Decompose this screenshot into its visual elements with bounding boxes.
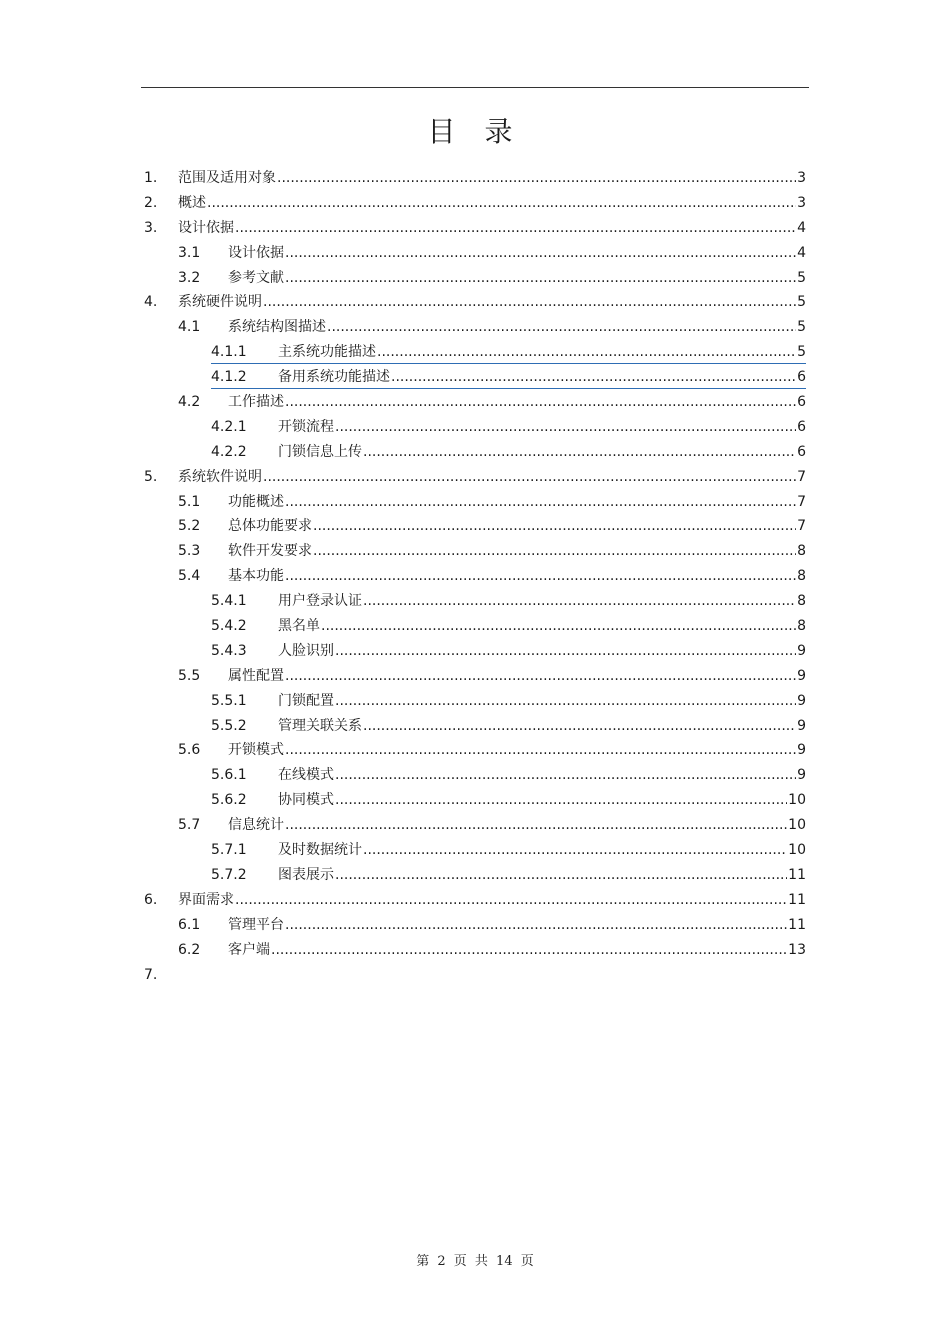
toc-entry-line[interactable]: [278, 614, 806, 639]
toc-entry-line[interactable]: [278, 689, 806, 714]
toc-entry-line[interactable]: [228, 938, 806, 963]
toc-entry-line[interactable]: [228, 266, 806, 291]
dot-leader: [377, 340, 796, 365]
toc-entry[interactable]: [0, 888, 950, 913]
toc-entry-page: 5: [797, 319, 806, 336]
toc-entry-page: 8: [797, 618, 806, 635]
toc-entry-page: 13: [788, 941, 806, 958]
toc-entry-page: 7: [797, 518, 806, 535]
toc-entry-number: 4.1: [178, 319, 201, 336]
toc-entry-page: 5: [797, 344, 806, 361]
toc-entry-line[interactable]: [228, 241, 806, 266]
toc-entry-number: 5.7: [178, 817, 201, 834]
toc-entry-number: 5.6: [178, 742, 201, 759]
page-title: 目 录: [427, 115, 523, 148]
toc-entry-number: 5.6.1: [211, 767, 247, 784]
toc-entry-title: 参考文献: [228, 269, 284, 286]
toc-entry[interactable]: [0, 738, 950, 763]
toc-entry-title: 工作描述: [228, 394, 284, 411]
toc-entry[interactable]: [0, 241, 950, 266]
toc-entry[interactable]: [0, 390, 950, 415]
toc-entry-page: 9: [797, 667, 806, 684]
toc-entry-title: 备用系统功能描述: [278, 369, 390, 386]
dot-leader: [363, 440, 796, 465]
toc-entry-line[interactable]: [278, 440, 806, 465]
toc-entry-title: 开锁流程: [278, 418, 334, 435]
toc-entry-title: 人脸识别: [278, 642, 334, 659]
toc-entry-number: 5.2: [178, 518, 201, 535]
toc-entry-line[interactable]: [178, 290, 806, 315]
toc-entry-number: 3.2: [178, 269, 201, 286]
toc-entry[interactable]: [0, 838, 950, 863]
dot-leader: [263, 290, 796, 315]
toc-entry[interactable]: [0, 863, 950, 888]
toc-entry-line[interactable]: [178, 465, 806, 490]
toc-entry-page: 9: [797, 642, 806, 659]
dot-leader: [235, 216, 796, 241]
dot-leader: [335, 689, 796, 714]
toc-entry-line[interactable]: [228, 490, 806, 515]
toc-entry-line[interactable]: [178, 888, 806, 913]
toc-entry-title: 开锁模式: [228, 742, 284, 759]
toc-entry-line[interactable]: [228, 813, 806, 838]
dot-leader: [285, 664, 796, 689]
toc-entry-page: 5: [797, 269, 806, 286]
dot-leader: [363, 714, 796, 739]
toc-entry[interactable]: [0, 415, 950, 440]
toc-entry-title: 属性配置: [228, 667, 284, 684]
toc-entry[interactable]: [0, 813, 950, 838]
dot-leader: [285, 813, 787, 838]
toc-entry[interactable]: [0, 614, 950, 639]
toc-entry-title: 信息统计: [228, 817, 284, 834]
dot-leader: [335, 415, 796, 440]
toc-entry-page: 6: [797, 443, 806, 460]
toc-entry-title: 客户端: [228, 941, 270, 958]
toc-entry-page: 6: [797, 418, 806, 435]
toc-entry-page: 8: [797, 593, 806, 610]
toc-entry-number: 3.1: [178, 244, 201, 261]
toc-entry-line[interactable]: [278, 639, 806, 664]
toc-entry-title: 界面需求: [178, 891, 234, 908]
toc-entry-title: 概述: [178, 194, 206, 211]
toc-entry-page: 4: [797, 219, 806, 236]
toc-entry-title: 管理平台: [228, 916, 284, 933]
toc-entry-page: 9: [797, 692, 806, 709]
toc-entry-line[interactable]: [178, 166, 806, 191]
toc-entry-line[interactable]: [228, 664, 806, 689]
dot-leader: [285, 241, 796, 266]
toc-entry-title: 门锁信息上传: [278, 443, 362, 460]
toc-entry-line[interactable]: [278, 340, 806, 364]
toc-entry-number: 1.: [144, 170, 158, 186]
toc-entry-title: 系统硬件说明: [178, 294, 262, 311]
toc-entry-number: 4.2.2: [211, 443, 247, 460]
dot-leader: [285, 490, 796, 515]
dot-leader: [313, 539, 796, 564]
toc-entry-number: 5.5: [178, 667, 201, 684]
toc-entry-title: 系统结构图描述: [228, 319, 326, 336]
toc-entry-page: 3: [797, 170, 806, 186]
toc-entry-number: 5.1: [178, 493, 201, 510]
toc-entry[interactable]: [0, 315, 950, 340]
dot-leader: [391, 365, 796, 390]
toc-entry-number: 5.5.1: [211, 692, 247, 709]
toc-entry-page: 11: [788, 866, 806, 883]
dot-leader: [363, 838, 787, 863]
toc-entry-number: 4.1.2: [211, 365, 278, 389]
toc-entry[interactable]: [0, 763, 950, 788]
toc-entry[interactable]: [0, 166, 950, 191]
dot-leader: [335, 863, 787, 888]
toc-entry-number: 4.2: [178, 394, 201, 411]
toc-entry-page: 11: [788, 916, 806, 933]
toc-entry-number: 5.3: [178, 543, 201, 560]
toc-entry-number: 5.6.2: [211, 792, 247, 809]
header-rule: [141, 87, 809, 88]
toc-entry-page: 11: [788, 891, 806, 908]
toc-entry[interactable]: [0, 913, 950, 938]
toc-entry-number: 6.2: [178, 941, 201, 958]
toc-entry-number: 5.: [144, 468, 158, 485]
toc-entry-number: 6.: [144, 891, 158, 908]
toc-entry-number: 4.1.1: [211, 340, 278, 364]
toc-entry[interactable]: [0, 664, 950, 689]
dot-leader: [285, 266, 796, 291]
dot-leader: [335, 639, 796, 664]
dot-leader: [335, 763, 796, 788]
toc-entry-title: 总体功能要求: [228, 518, 312, 535]
toc-entry-line[interactable]: [278, 714, 806, 739]
toc-entry-number: 5.7.1: [211, 842, 247, 859]
toc-entry[interactable]: [0, 963, 950, 988]
toc-entry-page: 6: [797, 394, 806, 411]
table-of-contents: [0, 166, 950, 987]
toc-entry[interactable]: [0, 465, 950, 490]
toc-entry-line[interactable]: [178, 216, 806, 241]
toc-entry[interactable]: [0, 788, 950, 813]
toc-entry[interactable]: [0, 938, 950, 963]
toc-entry-title: 管理关联关系: [278, 717, 362, 734]
toc-entry-page: 3: [797, 194, 806, 211]
dot-leader: [321, 614, 796, 639]
toc-entry-line[interactable]: [278, 415, 806, 440]
toc-entry-title: 用户登录认证: [278, 593, 362, 610]
dot-leader: [263, 465, 796, 490]
dot-leader: [327, 315, 796, 340]
toc-entry-page: 10: [788, 817, 806, 834]
toc-entry-page: 9: [797, 767, 806, 784]
toc-entry-page: 6: [797, 369, 806, 386]
toc-entry-line[interactable]: [228, 514, 806, 539]
toc-entry-title: 基本功能: [228, 568, 284, 585]
toc-entry-number: 5.4.3: [211, 642, 247, 659]
dot-leader: [363, 589, 796, 614]
toc-entry[interactable]: [0, 216, 950, 241]
toc-entry-page: 10: [788, 842, 806, 859]
toc-entry-number: 2.: [144, 194, 158, 211]
toc-entry-line[interactable]: [278, 863, 806, 888]
toc-entry-line[interactable]: [178, 191, 806, 216]
toc-entry-title: 图表展示: [278, 866, 334, 883]
toc-entry-page: 4: [797, 244, 806, 261]
toc-entry-title: 门锁配置: [278, 692, 334, 709]
toc-entry-number: 3.: [144, 219, 158, 236]
dot-leader: [285, 390, 796, 415]
toc-entry-number: 5.4: [178, 568, 201, 585]
toc-entry[interactable]: [0, 564, 950, 589]
dot-leader: [271, 938, 787, 963]
toc-entry-title: 功能概述: [228, 493, 284, 510]
toc-entry-number: 5.7.2: [211, 866, 247, 883]
toc-entry[interactable]: [0, 539, 950, 564]
toc-entry-line[interactable]: [278, 788, 806, 813]
toc-entry-line[interactable]: [228, 564, 806, 589]
toc-entry[interactable]: [0, 689, 950, 714]
toc-entry-number: 5.4.2: [211, 618, 247, 635]
toc-entry-number: 4.: [144, 294, 158, 311]
toc-entry-line[interactable]: [228, 390, 806, 415]
toc-entry-title: 设计依据: [178, 219, 234, 236]
toc-entry-page: 9: [797, 742, 806, 759]
toc-entry[interactable]: [0, 290, 950, 315]
toc-entry-title: 协同模式: [278, 792, 334, 809]
toc-entry-title: 软件开发要求: [228, 543, 312, 560]
toc-entry-line[interactable]: [228, 315, 806, 340]
toc-entry[interactable]: [0, 714, 950, 739]
toc-entry[interactable]: [0, 266, 950, 291]
toc-entry[interactable]: [0, 514, 950, 539]
toc-entry-title: 设计依据: [228, 244, 284, 261]
toc-entry-page: 5: [797, 294, 806, 311]
dot-leader: [285, 564, 796, 589]
dot-leader: [277, 166, 796, 191]
dot-leader: [207, 191, 796, 216]
dot-leader: [235, 888, 787, 913]
toc-entry[interactable]: [0, 440, 950, 465]
toc-entry[interactable]: [0, 191, 950, 216]
toc-entry-line[interactable]: [278, 589, 806, 614]
toc-entry-title: 系统软件说明: [178, 468, 262, 485]
toc-entry-title: 及时数据统计: [278, 842, 362, 859]
toc-entry-page: 9: [797, 717, 806, 734]
toc-entry-number: 5.4.1: [211, 593, 247, 610]
toc-entry-title: 黑名单: [278, 618, 320, 635]
toc-entry-number: 7.: [144, 966, 158, 983]
toc-entry[interactable]: [0, 340, 950, 365]
toc-entry-title: 范围及适用对象: [178, 170, 276, 186]
toc-entry-line[interactable]: [228, 539, 806, 564]
toc-entry-page: 7: [797, 493, 806, 510]
toc-entry-page: 10: [788, 792, 806, 809]
toc-entry-line[interactable]: [228, 738, 806, 763]
toc-entry-number: 6.1: [178, 916, 201, 933]
toc-entry-page: 8: [797, 568, 806, 585]
toc-entry-line[interactable]: [278, 838, 806, 863]
toc-entry-page: 7: [797, 468, 806, 485]
toc-entry[interactable]: [0, 490, 950, 515]
toc-entry[interactable]: [0, 365, 950, 390]
dot-leader: [313, 514, 796, 539]
toc-entry-line[interactable]: [278, 365, 806, 389]
toc-entry-page: 8: [797, 543, 806, 560]
toc-entry[interactable]: [0, 639, 950, 664]
dot-leader: [285, 913, 787, 938]
toc-entry-title: 主系统功能描述: [278, 344, 376, 361]
toc-entry-number: 5.5.2: [211, 717, 247, 734]
page-footer: 第 2 页 共 14 页: [416, 1254, 534, 1269]
toc-entry-line[interactable]: [278, 763, 806, 788]
toc-entry[interactable]: [0, 589, 950, 614]
dot-leader: [335, 788, 787, 813]
dot-leader: [285, 738, 796, 763]
toc-entry-title: 在线模式: [278, 767, 334, 784]
toc-entry-number: 4.2.1: [211, 418, 247, 435]
toc-entry-line[interactable]: [228, 913, 806, 938]
